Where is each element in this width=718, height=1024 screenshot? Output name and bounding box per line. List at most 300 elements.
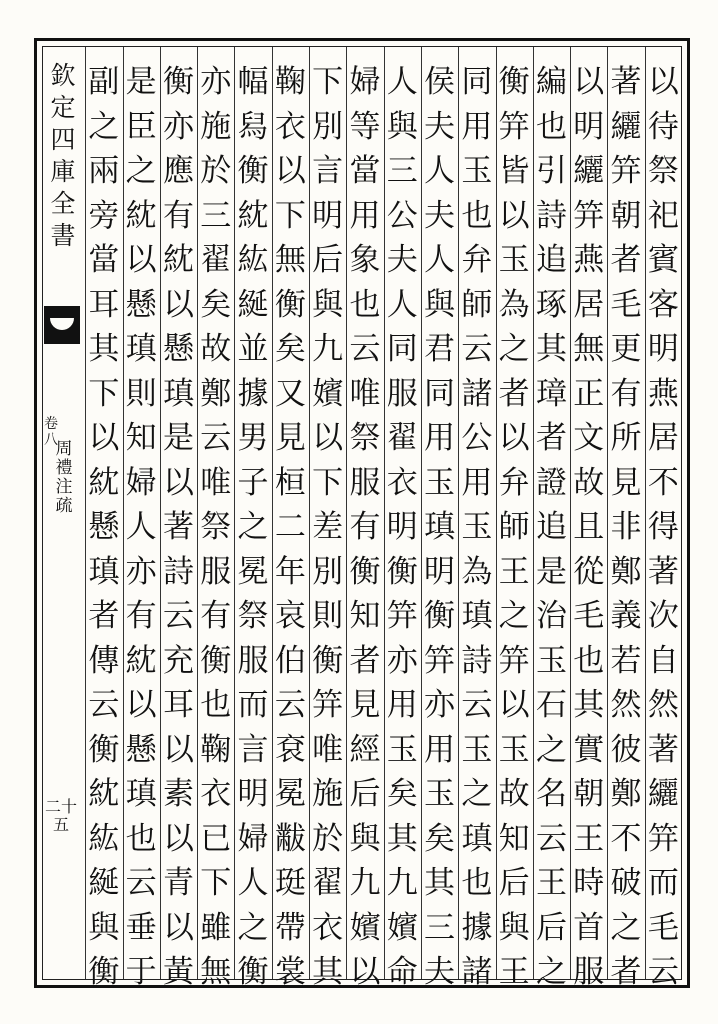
title-char: 書 xyxy=(50,221,76,250)
text-char: 自 xyxy=(647,642,679,679)
text-char: 之 xyxy=(461,776,493,812)
text-char: 明 xyxy=(386,509,418,545)
text-char: 者 xyxy=(610,954,642,990)
text-char: 袞 xyxy=(274,731,306,768)
text-char: 並 xyxy=(237,331,269,367)
text-char: 以 xyxy=(498,420,530,456)
text-char: 待 xyxy=(647,108,679,145)
text-char: 下 xyxy=(312,464,344,501)
text-char: 無 xyxy=(200,954,232,990)
text-char: 之 xyxy=(535,954,567,990)
text-char: 垂 xyxy=(125,909,157,946)
text-char: 夫 xyxy=(386,242,418,278)
text-char: 又 xyxy=(274,375,306,412)
text-char: 之 xyxy=(237,509,269,545)
text-char: 紞 xyxy=(88,464,120,501)
text-char: 笄 xyxy=(386,598,418,634)
text-char: 詩 xyxy=(162,553,194,590)
text-char: 明 xyxy=(312,197,344,234)
text-char: 是 xyxy=(535,553,567,590)
section-char: 禮 xyxy=(55,458,73,478)
text-char: 后 xyxy=(312,242,344,278)
text-char: 以 xyxy=(312,420,344,456)
text-char: 紞 xyxy=(162,242,194,278)
text-char: 服 xyxy=(573,954,605,990)
text-char: 三 xyxy=(424,909,456,946)
text-char: 師 xyxy=(461,286,493,323)
text-char: 應 xyxy=(162,153,194,189)
text-char: 諸 xyxy=(461,954,493,990)
text-char: 人 xyxy=(424,242,456,278)
text-char: 衡 xyxy=(312,642,344,679)
text-char: 翟 xyxy=(312,865,344,901)
text-char: 衡 xyxy=(88,954,120,990)
text-char: 實 xyxy=(573,731,605,768)
text-char: 亦 xyxy=(125,553,157,590)
text-char: 為 xyxy=(461,553,493,590)
text-char: 服 xyxy=(237,642,269,679)
text-char: 有 xyxy=(162,197,194,234)
text-char: 朝 xyxy=(610,197,642,234)
text-char: 以 xyxy=(647,64,679,100)
text-char: 紞 xyxy=(88,776,120,812)
text-char: 人 xyxy=(386,64,418,100)
text-char: 朝 xyxy=(573,776,605,812)
text-char: 王 xyxy=(498,553,530,590)
text-char: 者 xyxy=(535,420,567,456)
text-char: 裳 xyxy=(274,954,306,990)
text-char: 云 xyxy=(461,687,493,723)
column-rule xyxy=(85,47,86,979)
text-char: 見 xyxy=(349,687,381,723)
title-char: 全 xyxy=(50,189,76,218)
text-char: 以 xyxy=(162,909,194,946)
text-char: 懸 xyxy=(162,331,194,367)
text-char: 矣 xyxy=(424,820,456,857)
text-char: 瑱 xyxy=(424,509,456,545)
text-char: 下 xyxy=(274,197,306,234)
text-char: 用 xyxy=(424,731,456,768)
text-char: 亦 xyxy=(386,642,418,679)
text-char: 婦 xyxy=(349,64,381,100)
text-char: 三 xyxy=(386,153,418,189)
text-char: 笄 xyxy=(498,108,530,145)
text-char: 侯 xyxy=(424,64,456,100)
text-char: 三 xyxy=(200,197,232,234)
text-char: 者 xyxy=(610,242,642,278)
text-char: 后 xyxy=(535,909,567,946)
text-char: 以 xyxy=(88,420,120,456)
text-char: 舄 xyxy=(237,108,269,145)
text-char: 是 xyxy=(125,64,157,100)
text-char: 臣 xyxy=(125,108,157,145)
text-char: 衡 xyxy=(424,598,456,634)
text-char: 耳 xyxy=(88,286,120,323)
text-char: 言 xyxy=(312,153,344,189)
text-char: 也 xyxy=(125,820,157,857)
folio-number: 二十五 xyxy=(44,797,77,834)
text-char: 紞 xyxy=(237,197,269,234)
text-char: 正 xyxy=(573,375,605,412)
text-char: 紞 xyxy=(125,197,157,234)
text-char: 衡 xyxy=(274,286,306,323)
text-char: 夫 xyxy=(424,197,456,234)
text-char: 傳 xyxy=(88,642,120,679)
text-char: 嬪 xyxy=(386,909,418,946)
text-char: 伯 xyxy=(274,642,306,679)
text-char: 懸 xyxy=(125,731,157,768)
text-char: 笄 xyxy=(573,197,605,234)
text-char: 也 xyxy=(461,865,493,901)
text-char: 玉 xyxy=(386,731,418,768)
text-char: 用 xyxy=(349,197,381,234)
text-char: 著 xyxy=(610,64,642,100)
text-char: 玉 xyxy=(461,509,493,545)
text-char: 帶 xyxy=(274,909,306,946)
text-char: 則 xyxy=(312,598,344,634)
text-char: 冕 xyxy=(237,553,269,590)
text-char: 也 xyxy=(200,687,232,723)
text-char: 以 xyxy=(125,687,157,723)
text-char: 之 xyxy=(498,331,530,367)
marker-char: 卷 xyxy=(44,416,58,432)
text-char: 笄 xyxy=(312,687,344,723)
text-char: 亦 xyxy=(424,687,456,723)
text-char: 男 xyxy=(237,420,269,456)
text-char: 所 xyxy=(610,420,642,456)
text-char: 素 xyxy=(162,776,194,812)
text-char: 且 xyxy=(573,509,605,545)
text-char: 紞 xyxy=(125,642,157,679)
text-char: 云 xyxy=(162,598,194,634)
book-title xyxy=(44,60,82,252)
text-char: 雖 xyxy=(200,909,232,946)
text-char: 引 xyxy=(535,153,567,189)
text-char: 命 xyxy=(386,954,418,990)
text-char: 九 xyxy=(386,865,418,901)
text-char: 于 xyxy=(125,954,157,990)
text-char: 義 xyxy=(610,598,642,634)
text-char: 當 xyxy=(88,242,120,278)
text-char: 祭 xyxy=(349,420,381,456)
text-char: 用 xyxy=(424,420,456,456)
text-char: 據 xyxy=(237,375,269,412)
text-char: 云 xyxy=(461,331,493,367)
text-char: 云 xyxy=(535,820,567,857)
text-char: 其 xyxy=(424,865,456,901)
text-char: 玉 xyxy=(498,242,530,278)
text-char: 明 xyxy=(237,776,269,812)
text-char: 公 xyxy=(461,420,493,456)
text-char: 則 xyxy=(125,375,157,412)
text-char: 幅 xyxy=(237,64,269,100)
text-char: 追 xyxy=(535,242,567,278)
text-char: 鄭 xyxy=(200,375,232,412)
text-char: 衣 xyxy=(274,108,306,145)
text-char: 證 xyxy=(535,464,567,501)
text-char: 鞠 xyxy=(200,731,232,768)
text-char: 更 xyxy=(610,331,642,367)
text-char: 追 xyxy=(535,509,567,545)
text-char: 九 xyxy=(349,865,381,901)
text-char: 笄 xyxy=(424,642,456,679)
text-char: 衣 xyxy=(386,464,418,501)
text-char: 得 xyxy=(647,509,679,545)
text-char: 瑱 xyxy=(461,598,493,634)
text-char: 見 xyxy=(274,420,306,456)
text-char: 弁 xyxy=(498,464,530,501)
text-char: 衣 xyxy=(312,909,344,946)
text-char: 以 xyxy=(349,954,381,990)
text-char: 客 xyxy=(647,286,679,323)
text-char: 毛 xyxy=(647,909,679,946)
text-char: 年 xyxy=(274,553,306,590)
text-char: 夫 xyxy=(424,108,456,145)
text-char: 下 xyxy=(312,64,344,100)
text-char: 夫 xyxy=(424,954,456,990)
text-char: 衡 xyxy=(88,731,120,768)
section-char: 疏 xyxy=(55,496,73,516)
text-char: 纚 xyxy=(573,153,605,189)
text-char: 九 xyxy=(312,331,344,367)
text-char: 時 xyxy=(573,865,605,901)
section-char: 注 xyxy=(55,477,73,497)
text-char: 君 xyxy=(424,331,456,367)
text-char: 副 xyxy=(88,64,120,100)
text-char: 用 xyxy=(461,464,493,501)
text-char: 從 xyxy=(573,553,605,590)
text-char: 懸 xyxy=(88,509,120,545)
text-char: 衡 xyxy=(237,153,269,189)
text-char: 婦 xyxy=(237,820,269,857)
text-char: 笄 xyxy=(498,642,530,679)
text-char: 次 xyxy=(647,598,679,634)
text-char: 黃 xyxy=(162,954,194,990)
text-char: 居 xyxy=(573,286,605,323)
text-char: 亦 xyxy=(162,108,194,145)
text-char: 是 xyxy=(162,420,194,456)
text-char: 也 xyxy=(461,197,493,234)
text-char: 翟 xyxy=(200,242,232,278)
text-char: 明 xyxy=(647,331,679,367)
text-char: 琢 xyxy=(535,286,567,323)
text-char: 王 xyxy=(573,820,605,857)
text-char: 黻 xyxy=(274,820,306,857)
section-char: 周 xyxy=(55,439,73,459)
text-char: 燕 xyxy=(647,375,679,412)
text-char: 知 xyxy=(349,598,381,634)
text-char: 與 xyxy=(312,286,344,323)
text-char: 兩 xyxy=(88,153,120,189)
text-char: 與 xyxy=(88,909,120,946)
text-char: 衡 xyxy=(386,553,418,590)
text-char: 不 xyxy=(647,464,679,501)
text-char: 玉 xyxy=(535,642,567,679)
text-char: 詩 xyxy=(535,197,567,234)
text-char: 故 xyxy=(200,331,232,367)
text-char: 據 xyxy=(461,909,493,946)
text-char: 然 xyxy=(610,687,642,723)
text-char: 王 xyxy=(498,954,530,990)
text-char: 祭 xyxy=(237,598,269,634)
text-char: 以 xyxy=(498,197,530,234)
text-char: 用 xyxy=(386,687,418,723)
text-char: 云 xyxy=(200,420,232,456)
text-char: 矣 xyxy=(386,776,418,812)
text-char: 毛 xyxy=(573,598,605,634)
text-char: 服 xyxy=(200,553,232,590)
text-char: 故 xyxy=(573,464,605,501)
text-char: 其 xyxy=(573,687,605,723)
text-char: 后 xyxy=(498,865,530,901)
text-char: 衡 xyxy=(498,64,530,100)
text-char: 瑱 xyxy=(125,331,157,367)
text-char: 之 xyxy=(498,598,530,634)
text-char: 衡 xyxy=(349,553,381,590)
text-char: 矣 xyxy=(274,331,306,367)
text-char: 皆 xyxy=(498,153,530,189)
marker-char: 八 xyxy=(44,432,58,448)
text-char: 綖 xyxy=(237,286,269,323)
text-char: 以 xyxy=(274,153,306,189)
text-char: 弁 xyxy=(461,242,493,278)
text-char: 瑱 xyxy=(461,820,493,857)
text-char: 賓 xyxy=(647,242,679,278)
text-char: 珽 xyxy=(274,865,306,901)
text-char: 已 xyxy=(200,820,232,857)
text-char: 與 xyxy=(424,286,456,323)
text-char: 其 xyxy=(88,331,120,367)
text-char: 王 xyxy=(535,865,567,901)
text-char: 青 xyxy=(162,865,194,901)
text-char: 言 xyxy=(237,731,269,768)
text-char: 施 xyxy=(312,776,344,812)
text-char: 差 xyxy=(312,509,344,545)
text-char: 同 xyxy=(386,331,418,367)
text-char: 人 xyxy=(237,865,269,901)
text-char: 玉 xyxy=(424,776,456,812)
text-char: 人 xyxy=(125,509,157,545)
text-char: 瑱 xyxy=(162,375,194,412)
text-char: 祀 xyxy=(647,197,679,234)
text-char: 唯 xyxy=(349,375,381,412)
text-char: 非 xyxy=(610,509,642,545)
text-char: 知 xyxy=(125,420,157,456)
text-char: 若 xyxy=(610,642,642,679)
text-char: 后 xyxy=(349,776,381,812)
title-char: 欽 xyxy=(50,61,76,90)
text-char: 以 xyxy=(162,464,194,501)
text-char: 其 xyxy=(312,954,344,990)
text-char: 也 xyxy=(349,286,381,323)
text-char: 云 xyxy=(88,687,120,723)
text-char: 之 xyxy=(237,909,269,946)
text-char: 用 xyxy=(461,108,493,145)
text-char: 纚 xyxy=(647,776,679,812)
text-char: 耳 xyxy=(162,687,194,723)
section-marker xyxy=(44,416,58,464)
text-char: 旁 xyxy=(88,197,120,234)
text-char: 唯 xyxy=(312,731,344,768)
text-char: 有 xyxy=(200,598,232,634)
text-char: 紘 xyxy=(88,820,120,857)
text-char: 下 xyxy=(200,865,232,901)
text-char: 有 xyxy=(125,598,157,634)
text-char: 桓 xyxy=(274,464,306,501)
text-char: 綖 xyxy=(88,865,120,901)
text-char: 人 xyxy=(386,286,418,323)
section-name xyxy=(52,440,76,516)
text-char: 別 xyxy=(312,108,344,145)
text-char: 以 xyxy=(162,286,194,323)
text-char: 其 xyxy=(535,331,567,367)
text-char: 燕 xyxy=(573,242,605,278)
title-char: 定 xyxy=(50,93,76,122)
text-char: 治 xyxy=(535,598,567,634)
text-char: 瑱 xyxy=(125,776,157,812)
text-char: 著 xyxy=(647,731,679,768)
text-char: 象 xyxy=(349,242,381,278)
text-char: 紘 xyxy=(237,242,269,278)
text-char: 為 xyxy=(498,286,530,323)
text-char: 衣 xyxy=(200,776,232,812)
text-char: 祭 xyxy=(200,509,232,545)
text-char: 知 xyxy=(498,820,530,857)
text-char: 服 xyxy=(386,375,418,412)
text-char: 與 xyxy=(386,108,418,145)
text-char: 服 xyxy=(349,464,381,501)
text-char: 鞠 xyxy=(274,64,306,100)
text-char: 之 xyxy=(88,108,120,145)
text-char: 故 xyxy=(498,776,530,812)
text-char: 其 xyxy=(386,820,418,857)
text-char: 亦 xyxy=(200,64,232,100)
text-char: 名 xyxy=(535,776,567,812)
text-char: 瑱 xyxy=(88,553,120,590)
text-char: 衡 xyxy=(200,642,232,679)
text-char: 婦 xyxy=(125,464,157,501)
text-char: 翟 xyxy=(386,420,418,456)
text-char: 玉 xyxy=(498,731,530,768)
text-char: 見 xyxy=(610,464,642,501)
text-char: 居 xyxy=(647,420,679,456)
text-char: 云 xyxy=(349,331,381,367)
text-char: 璋 xyxy=(535,375,567,412)
text-char: 以 xyxy=(162,820,194,857)
text-char: 者 xyxy=(349,642,381,679)
text-char: 下 xyxy=(88,375,120,412)
text-char: 詩 xyxy=(461,642,493,679)
text-char: 彼 xyxy=(610,731,642,768)
text-char: 纚 xyxy=(610,108,642,145)
text-char: 施 xyxy=(200,108,232,145)
text-char: 毛 xyxy=(610,286,642,323)
text-char: 二 xyxy=(274,509,306,545)
text-char: 鄭 xyxy=(610,776,642,812)
text-char: 唯 xyxy=(200,464,232,501)
text-char: 矣 xyxy=(200,286,232,323)
text-char: 以 xyxy=(498,687,530,723)
text-char: 文 xyxy=(573,420,605,456)
text-char: 師 xyxy=(498,509,530,545)
text-char: 祭 xyxy=(647,153,679,189)
text-char: 以 xyxy=(573,64,605,100)
text-char: 云 xyxy=(647,954,679,990)
text-char: 玉 xyxy=(424,464,456,501)
text-char: 公 xyxy=(386,197,418,234)
text-char: 也 xyxy=(573,642,605,679)
text-char: 無 xyxy=(573,331,605,367)
